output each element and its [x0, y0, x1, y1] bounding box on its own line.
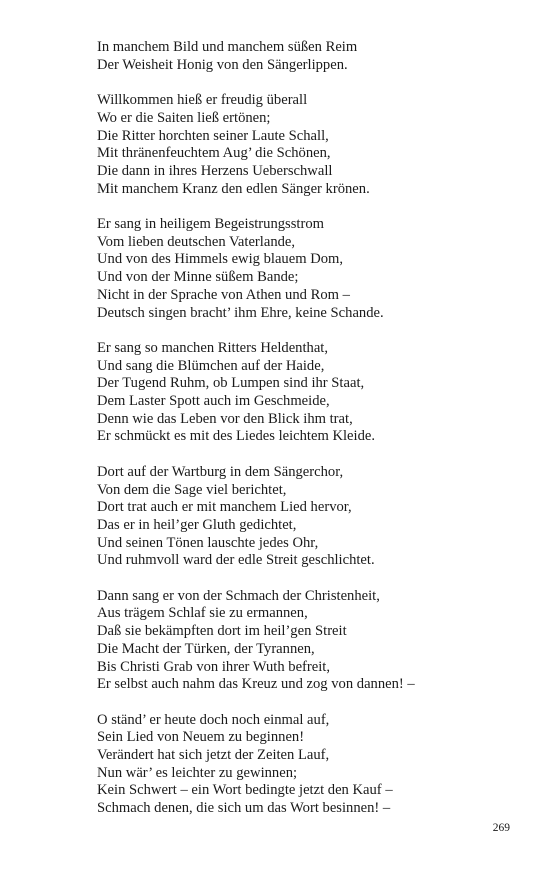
poem-line: Verändert hat sich jetzt der Zeiten Lauf,	[97, 747, 330, 764]
poem-line: Nun wär’ es leichter zu gewinnen;	[97, 764, 298, 781]
poem-line: Deutsch singen bracht’ ihm Ehre, keine Schande.	[97, 304, 384, 321]
stanza-2	[97, 92, 527, 198]
poem-line: Willkommen hieß er freudig überall	[97, 92, 308, 109]
poem-line: Denn wie das Leben vor den Blick ihm trat,	[97, 410, 353, 427]
poem-line: Er schmückt es mit des Liedes leichtem Kleide.	[97, 428, 376, 445]
poem-line: Und sang die Blümchen auf der Haide,	[97, 357, 325, 374]
stanza-1	[97, 39, 527, 74]
stanza-4	[97, 340, 527, 446]
poem-line: Er sang so manchen Ritters Heldenthat,	[97, 339, 329, 356]
stanza-6	[97, 588, 527, 694]
poem-line: Aus trägem Schlaf sie zu ermannen,	[97, 605, 308, 622]
poem-line: Der Weisheit Honig von den Sängerlippen.	[97, 56, 348, 73]
poem-line: Und ruhmvoll ward der edle Streit geschlichtet.	[97, 552, 375, 569]
poem-line: In manchem Bild und manchem süßen Reim	[97, 39, 358, 55]
poem-line: O ständ’ er heute doch noch einmal auf,	[97, 711, 330, 728]
poem-line: Bis Christi Grab von ihrer Wuth befreit,	[97, 658, 331, 675]
poem-line: Das er in heil’ger Gluth gedichtet,	[97, 516, 297, 533]
poem-line: Nicht in der Sprache von Athen und Rom –	[97, 286, 350, 303]
poem-line: Daß sie bekämpften dort im heil’gen Streit	[97, 623, 347, 640]
poem-line: Dort auf der Wartburg in dem Sängerchor,	[97, 463, 344, 480]
poem-line: Von dem die Sage viel berichtet,	[97, 481, 287, 498]
poem-line: Dann sang er von der Schmach der Christenheit,	[97, 587, 380, 604]
poem-line: Die Macht der Türken, der Tyrannen,	[97, 640, 315, 657]
poem-line: Er selbst auch nahm das Kreuz und zog von dannen! –	[97, 676, 415, 693]
poem-line: Und von des Himmels ewig blauem Dom,	[97, 251, 344, 268]
poem-line: Schmach denen, die sich um das Wort besinnen! –	[97, 800, 391, 817]
poem-line: Dort trat auch er mit manchem Lied hervor,	[97, 499, 352, 516]
poem-line: Mit manchem Kranz den edlen Sänger krönen.	[97, 180, 370, 197]
poem-line: Sein Lied von Neuem zu beginnen!	[97, 729, 305, 746]
poem-line: Und von der Minne süßem Bande;	[97, 269, 299, 286]
stanza-5	[97, 464, 527, 570]
stanza-3	[97, 216, 527, 322]
poem-line: Kein Schwert – ein Wort bedingte jetzt den Kauf –	[97, 782, 393, 799]
page-number: 269	[492, 822, 510, 834]
poem-line: Wo er die Saiten ließ ertönen;	[97, 109, 271, 126]
poem-line: Die dann in ihres Herzens Ueberschwall	[97, 162, 333, 179]
poem-line: Vom lieben deutschen Vaterlande,	[97, 233, 296, 250]
poem-body	[97, 39, 527, 818]
poem-line: Er sang in heiligem Begeistrungsstrom	[97, 216, 324, 232]
poem-line: Dem Laster Spott auch im Geschmeide,	[97, 393, 330, 410]
poem-line: Mit thränenfeuchtem Aug’ die Schönen,	[97, 145, 331, 162]
poem-line: Die Ritter horchten seiner Laute Schall,	[97, 127, 329, 144]
poem-line: Der Tugend Ruhm, ob Lumpen sind ihr Staat,	[97, 375, 365, 392]
poem-line: Und seinen Tönen lauschte jedes Ohr,	[97, 534, 319, 551]
stanza-7	[97, 712, 527, 818]
